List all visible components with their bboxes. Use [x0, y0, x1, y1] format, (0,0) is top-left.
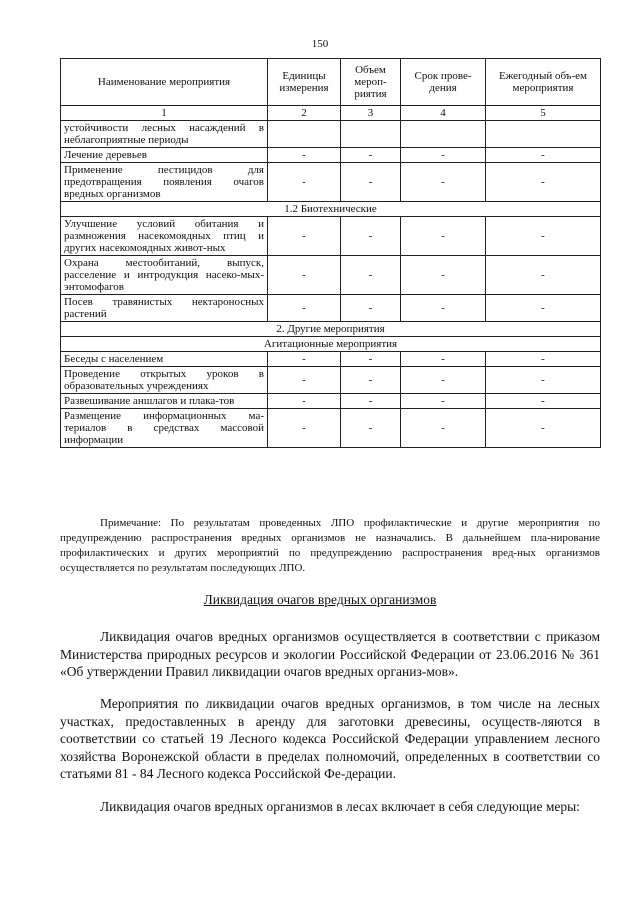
row-term: - — [401, 256, 486, 295]
row-name: Применение пестицидов для предотвращения появления очагов вредных организмов — [61, 163, 268, 202]
section-title: Ликвидация очагов вредных организмов — [203, 592, 437, 607]
row-volume: - — [341, 409, 401, 448]
row-name: Проведение открытых уроков в образовательных учреждениях — [61, 367, 268, 394]
table-row — [61, 163, 601, 202]
row-name: Развешивание аншлагов и плака-тов — [61, 394, 268, 409]
row-unit: - — [268, 217, 341, 256]
table-row — [61, 352, 601, 367]
row-term: - — [401, 163, 486, 202]
row-annual: - — [486, 295, 601, 322]
paragraph: Мероприятия по ликвидации очагов вредных организмов, в том числе на лесных участках, предоставленных в аренду для заготовки древесины, осуществ-ляются в соответствии со статьей 19 Лесного кодекса Российской Федерации управлением лесного хозяйства Воронежской области в пределах полномочий, определенных в соответствии со статьями 81 - 84 Лесного кодекса Российской Фе-дерации. — [60, 696, 600, 781]
row-unit: - — [268, 256, 341, 295]
row-volume: - — [341, 148, 401, 163]
table-row — [61, 295, 601, 322]
row-volume — [341, 121, 401, 148]
column-number: 4 — [401, 106, 486, 121]
row-term: - — [401, 217, 486, 256]
section-heading: Агитационные мероприятия — [61, 337, 601, 352]
row-unit: - — [268, 148, 341, 163]
row-unit: - — [268, 394, 341, 409]
table-note: Примечание: По результатам проведенных ЛПО профилактические и другие мероприятия по предупреждению распространения вредных организмов не назначались. В дальнейшем пла-нирование профилактических и других мероприятий по предупреждению распространения вред-ных организмов осуществляется по результатам последующих ЛПО. — [60, 517, 600, 574]
table-row — [61, 256, 601, 295]
row-name: Лечение деревьев — [61, 148, 268, 163]
column-number-row — [61, 106, 601, 121]
row-annual — [486, 121, 601, 148]
row-annual: - — [486, 217, 601, 256]
table-section-row — [61, 337, 601, 352]
page-number: 150 — [311, 38, 329, 50]
row-term: - — [401, 295, 486, 322]
measures-table — [60, 58, 601, 448]
table-row — [61, 217, 601, 256]
table-row — [61, 367, 601, 394]
table-row — [61, 394, 601, 409]
table-row — [61, 121, 601, 148]
row-term: - — [401, 394, 486, 409]
column-number: 2 — [268, 106, 341, 121]
row-unit — [268, 121, 341, 148]
table-row — [61, 409, 601, 448]
row-term: - — [401, 352, 486, 367]
row-annual: - — [486, 256, 601, 295]
header-unit: Единицы измерения — [268, 59, 341, 106]
row-unit: - — [268, 409, 341, 448]
section-heading: 2. Другие мероприятия — [61, 322, 601, 337]
row-annual: - — [486, 163, 601, 202]
row-name: Посев травянистых нектароносных растений — [61, 295, 268, 322]
row-term: - — [401, 409, 486, 448]
row-annual: - — [486, 352, 601, 367]
paragraph: Ликвидация очагов вредных организмов осуществляется в соответствии с приказом Министерства природных ресурсов и экологии Российской Федерации от 23.06.2016 № 361 «Об утверждении Правил ликвидации очагов вредных организ-мов». — [60, 629, 600, 679]
row-unit: - — [268, 163, 341, 202]
row-volume: - — [341, 295, 401, 322]
table-header-row — [61, 59, 601, 106]
row-unit: - — [268, 295, 341, 322]
column-number: 3 — [341, 106, 401, 121]
row-name: устойчивости лесных насаждений в неблагоприятные периоды — [61, 121, 268, 148]
row-unit: - — [268, 352, 341, 367]
row-annual: - — [486, 409, 601, 448]
row-volume: - — [341, 217, 401, 256]
row-annual: - — [486, 394, 601, 409]
table-row — [61, 148, 601, 163]
row-name: Размещение информационных ма-териалов в средствах массовой информации — [61, 409, 268, 448]
paragraph: Ликвидация очагов вредных организмов в лесах включает в себя следующие меры: — [100, 799, 580, 814]
header-annual: Ежегодный объ-ем мероприятия — [486, 59, 601, 106]
header-volume: Объем мероп-риятия — [341, 59, 401, 106]
row-volume: - — [341, 352, 401, 367]
header-term: Срок прове-дения — [401, 59, 486, 106]
row-name: Охрана местообитаний, выпуск, расселение и интродукция насеко-мых-энтомофагов — [61, 256, 268, 295]
row-term: - — [401, 148, 486, 163]
column-number: 1 — [61, 106, 268, 121]
row-volume: - — [341, 256, 401, 295]
table-section-row — [61, 202, 601, 217]
row-term — [401, 121, 486, 148]
row-name: Улучшение условий обитания и размножения насекомоядных птиц и других насекомоядных живот-ных — [61, 217, 268, 256]
row-term: - — [401, 367, 486, 394]
row-annual: - — [486, 367, 601, 394]
row-name: Беседы с населением — [61, 352, 268, 367]
column-number: 5 — [486, 106, 601, 121]
row-unit: - — [268, 367, 341, 394]
section-heading: 1.2 Биотехнические — [61, 202, 601, 217]
row-volume: - — [341, 163, 401, 202]
row-volume: - — [341, 367, 401, 394]
header-name: Наименование мероприятия — [61, 59, 268, 106]
row-annual: - — [486, 148, 601, 163]
table-section-row — [61, 322, 601, 337]
row-volume: - — [341, 394, 401, 409]
